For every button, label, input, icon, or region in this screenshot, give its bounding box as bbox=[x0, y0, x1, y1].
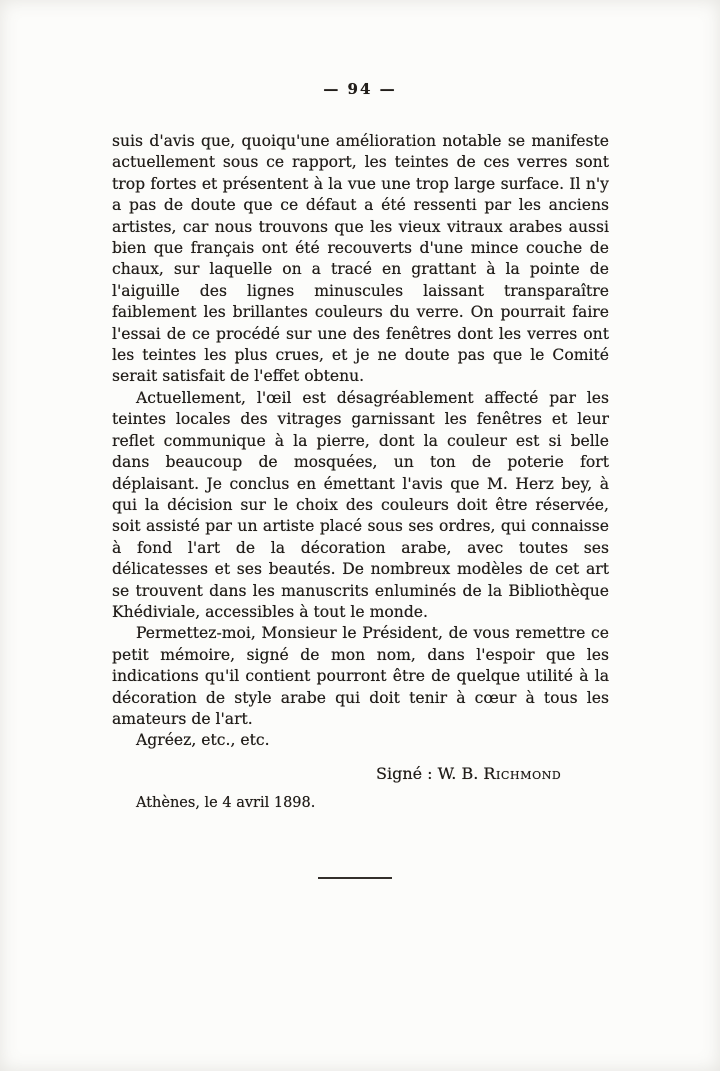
text-block bbox=[112, 131, 609, 815]
page-number: — 94 — bbox=[323, 80, 397, 98]
dateline: Athènes, le 4 avril 1898. bbox=[136, 795, 316, 812]
body-paragraph-1: suis d'avis que, quoiqu'une amélioration notable se manifeste actuellement sous ce rapport, les teintes de ces verres sont trop fortes et présentent à la vue une trop large surface. Il n'y a pas de doute que ce défaut a été ressenti par les anciens artistes, car nous trouvons que les vieux vitraux arabes aussi bien que français ont été recouverts d'une mince couche de chaux, sur laquelle on a tracé en grattant à la pointe de l'aiguille des lignes minuscules laissant transparaître faiblement les brillantes couleurs du verre. On pourrait faire l'essai de ce procédé sur une des fenêtres dont les verres ont les teintes les plus crues, et je ne doute pas que le Comité serait satisfait de l'effet obtenu. bbox=[112, 132, 609, 386]
body-paragraph-3: Permettez-moi, Monsieur le Président, de vous remettre ce petit mémoire, signé de mon nom, dans l'espoir que les indications qu'il contient pourront être de quelque utilité à la décoration de style arabe qui doit tenir à cœur à tous les amateurs de l'art. bbox=[112, 624, 609, 728]
signature-prefix: Signé : W. B. bbox=[376, 763, 484, 783]
closing-line: Agréez, etc., etc. bbox=[136, 731, 270, 750]
divider-rule bbox=[318, 877, 392, 879]
signature-line bbox=[112, 763, 609, 784]
signature-name: Richmond bbox=[483, 763, 562, 783]
body-paragraph-2: Actuellement, l'œil est désagréablement affecté par les teintes locales des vitrages garnissant les fenêtres et leur reflet communique à la pierre, dont la couleur est si belle dans beaucoup de mosquées, un ton de poterie fort déplaisant. Je conclus en émettant l'avis que M. Herz bey, à qui la décision sur le choix des couleurs doit être réservée, soit assisté par un artiste placé sous ses ordres, qui connaisse à fond l'art de la décoration arabe, avec toutes ses délicatesses et ses beautés. De nombreux modèles de cet art se trouvent dans les manuscrits enluminés de la Bibliothèque Khédiviale, accessibles à tout le monde. bbox=[112, 388, 609, 621]
